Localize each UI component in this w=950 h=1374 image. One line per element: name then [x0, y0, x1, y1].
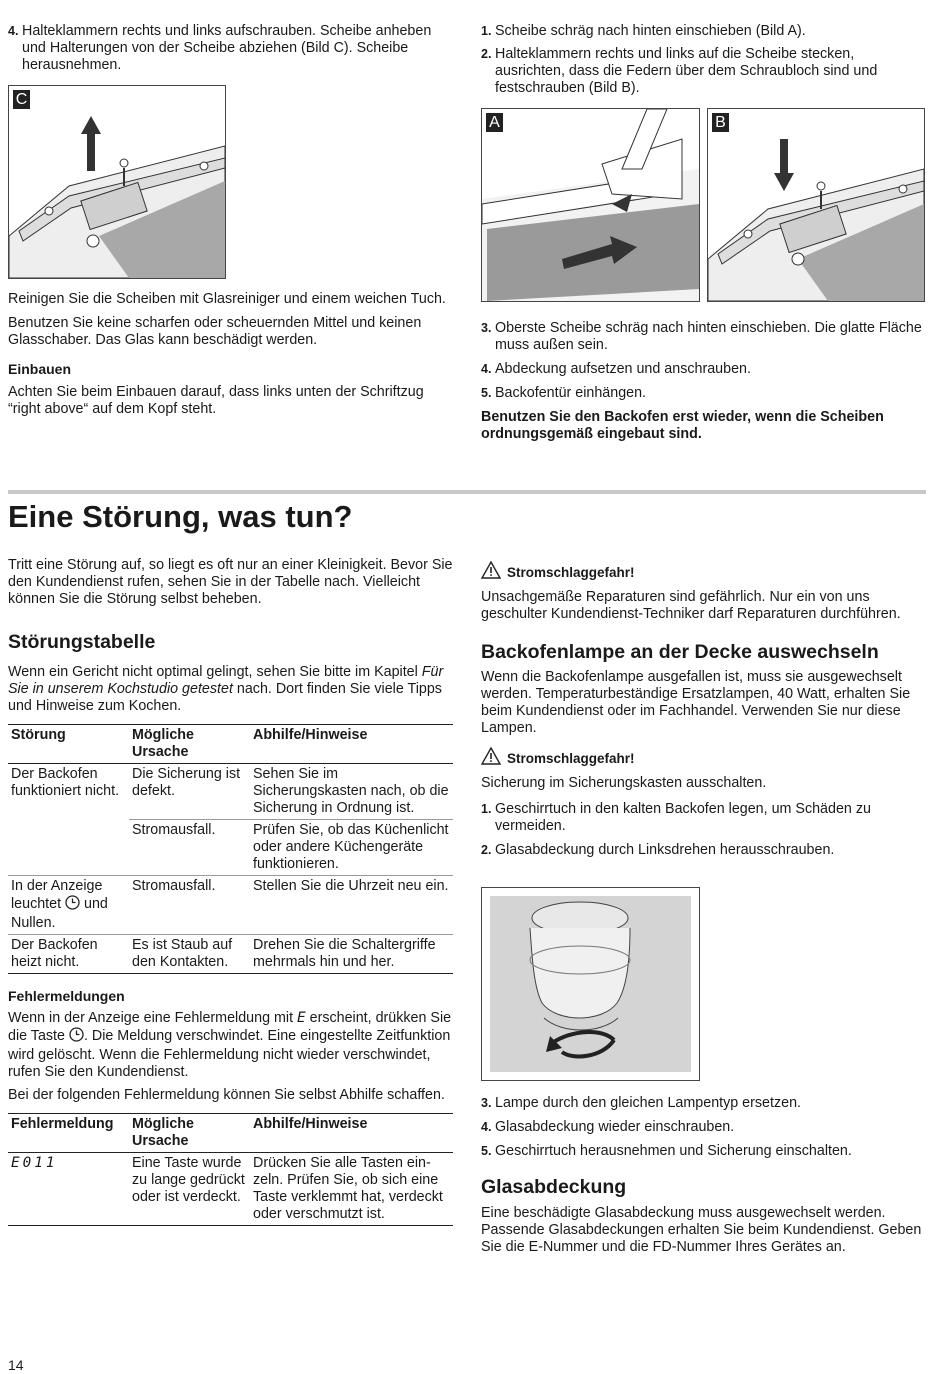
remedy-cell: Drehen Sie die Schaltergriffe mehrmals hin und her.: [253, 937, 436, 970]
figure-label: B: [712, 113, 729, 132]
cause-cell: Die Sicherung ist defekt.: [132, 766, 241, 799]
warning-label: Stromschlaggefahr!: [507, 750, 635, 766]
step-item: [481, 320, 926, 354]
page-number: 14: [8, 1357, 24, 1373]
einbauen-heading: Einbauen: [8, 361, 72, 377]
step-text: Glasabdeckung durch Linksdrehen herausschrauben.: [495, 842, 835, 858]
step-number: 4.: [8, 24, 19, 38]
lamp-figure: [481, 887, 700, 1081]
right-column: [481, 561, 926, 859]
figure-a-illustration: [482, 109, 699, 301]
step-item: [481, 385, 926, 402]
step-item: [481, 361, 926, 378]
error-code: E011: [11, 1155, 58, 1171]
step-number: 2.: [481, 843, 492, 857]
fault-cell: Der Backofen heizt nicht.: [11, 937, 98, 970]
figure-a: [481, 108, 700, 302]
clock-icon: [69, 1027, 84, 1047]
remedy-cell: Prüfen Sie, ob das Küchenlicht oder andere Küchengeräte funktionieren.: [250, 820, 453, 876]
column-header: Fehlermeldung: [11, 1116, 114, 1132]
step-number: 3.: [481, 321, 492, 335]
step-4-remove: [8, 23, 453, 74]
section-divider: [8, 490, 926, 494]
figure-c-illustration: [9, 86, 225, 278]
text: Wenn in der Anzeige eine Fehlermeldung mit: [8, 1010, 298, 1026]
column-header: Abhilfe/Hinweise: [253, 727, 368, 743]
left-column: [8, 557, 453, 1226]
figure-c: [8, 85, 226, 279]
table-row: [8, 935, 453, 974]
step-item: [481, 1095, 926, 1112]
step-text: Glasabdeckung wieder einschrauben.: [495, 1119, 735, 1135]
column-header: Störung: [11, 727, 66, 743]
cause-cell: Stromausfall.: [129, 820, 250, 876]
step-text: Abdeckung aufsetzen und anschrauben.: [495, 361, 751, 377]
warning-text: Sicherung im Sicherungskasten ausschalten.: [481, 775, 767, 791]
step-number: 4.: [481, 1120, 492, 1134]
warning-label: Stromschlaggefahr!: [507, 564, 635, 580]
table-heading: Störungstabelle: [8, 631, 156, 653]
step-number: 1.: [481, 24, 492, 38]
figure-label: A: [486, 113, 503, 132]
lamp-illustration: [482, 888, 699, 1080]
glass-cover-heading: Glasabdeckung: [481, 1176, 627, 1198]
step-number: 5.: [481, 386, 492, 400]
text: nach. Dort finden Sie viele Tipps und Hinweise zum Kochen.: [8, 681, 442, 714]
text: erscheint, drükken Sie die Taste: [8, 1010, 452, 1044]
text: . Die Meldung verschwindet. Eine eingestellte Zeitfunktion wird gelöscht. Wenn die Fehlermeldung nicht wieder verschwindet, rufen Sie den Kundendienst.: [8, 1028, 451, 1080]
column-header: Abhilfe/Hinweise: [253, 1116, 368, 1132]
step-text: Scheibe schräg nach hinten einschieben (Bild A).: [495, 23, 806, 39]
warning-triangle-icon: [481, 561, 501, 583]
step-text: Geschirrtuch herausnehmen und Sicherung einschalten.: [495, 1143, 852, 1159]
step-item: [481, 1119, 926, 1136]
figure-b-illustration: [708, 109, 924, 301]
step-text: Oberste Scheibe schräg nach hinten einschieben. Die glatte Fläche muss außen sein.: [495, 320, 922, 353]
column-header: Mögliche Ursache: [132, 727, 194, 760]
text: Wenn ein Gericht nicht optimal gelingt, sehen Sie bitte im Kapitel: [8, 664, 422, 680]
error-code-cell: [8, 1153, 129, 1226]
table-row: [8, 876, 453, 935]
table-header-row: [8, 1114, 453, 1153]
step-number: 1.: [481, 802, 492, 816]
step-text: Geschirrtuch in den kalten Backofen legen, um Schäden zu vermeiden.: [495, 801, 871, 834]
lamp-text: Wenn die Backofenlampe ausgefallen ist, muss sie ausgewechselt werden. Temperaturbeständige Ersatzlampen, 40 Watt, erhalten Sie beim Kundendienst oder im Fachhandel. Verwenden Sie nur diese Lampen.: [481, 669, 911, 736]
step-item: [481, 842, 926, 859]
remedy-cell: Stellen Sie die Uhrzeit neu ein.: [253, 878, 449, 894]
cause-cell: Es ist Staub auf den Kontakten.: [132, 937, 233, 970]
step-number: 5.: [481, 1144, 492, 1158]
electric-shock-warning: [481, 561, 926, 583]
top-right-column: [481, 23, 926, 97]
warning-triangle-icon: [481, 747, 501, 769]
warning-text: Unsachgemäße Reparaturen sind gefährlich. Nur ein von uns geschulter Kundendienst-Techniker darf Reparaturen durchführen.: [481, 589, 901, 622]
figure-b: [707, 108, 925, 302]
lamp-steps-continued: [481, 1095, 926, 1256]
error-self-help-text: Bei der folgenden Fehlermeldung können Sie selbst Abhilfe schaffen.: [8, 1087, 445, 1103]
step-item: [481, 801, 926, 835]
step-text: Halteklammern rechts und links aufschrauben. Scheibe anheben und Halterungen von der Scheibe abziehen (Bild C). Scheibe herausnehmen.: [22, 23, 432, 73]
section-title: Eine Störung, was tun?: [8, 499, 353, 534]
step-number: 3.: [481, 1096, 492, 1110]
cleaning-notes: [8, 291, 453, 418]
chapter-reference: Für Sie in unserem Kochstudio getestet: [8, 664, 444, 697]
step-number: 4.: [481, 362, 492, 376]
step-text: Lampe durch den gleichen Lampentyp ersetzen.: [495, 1095, 801, 1111]
table-intro: [8, 664, 453, 715]
fault-table: [8, 724, 453, 974]
step-item: [481, 23, 926, 40]
table-row: [8, 1153, 453, 1226]
lamp-heading: Backofenlampe an der Decke auswechseln: [481, 641, 879, 663]
text: In der Anzeige leuchtet: [11, 878, 103, 912]
error-code-table: [8, 1113, 453, 1226]
figure-label: C: [13, 90, 30, 109]
electric-shock-warning: [481, 747, 926, 769]
einbauen-text: Achten Sie beim Einbauen darauf, dass links unten der Schriftzug “right above“ auf dem Kopf steht.: [8, 384, 424, 417]
cleaning-text: Reinigen Sie die Scheiben mit Glasreiniger und einem weichen Tuch.: [8, 291, 446, 307]
text: und Nullen.: [11, 896, 108, 931]
reassembly-steps: [481, 320, 926, 443]
error-symbol: E: [297, 1010, 306, 1026]
step-number: 2.: [481, 47, 492, 61]
step-text: Backofentür einhängen.: [495, 385, 647, 401]
step-item: [481, 46, 926, 97]
caution-text: Benutzen Sie keine scharfen oder scheuernden Mittel und keinen Glasschaber. Das Glas kann beschädigt werden.: [8, 315, 422, 348]
table-row: [8, 764, 453, 820]
top-left-column: [8, 23, 453, 74]
fault-cell: Der Backofen funktioniert nicht.: [11, 766, 120, 799]
remedy-cell: Drücken Sie alle Tasten einzeln. Prüfen Sie, ob sich eine Taste verklemmt hat, verdeckt oder verschmutzt ist.: [253, 1155, 443, 1222]
fault-cell: [8, 876, 129, 935]
cause-cell: Stromausfall.: [132, 878, 216, 894]
error-messages-heading: Fehlermeldungen: [8, 988, 125, 1004]
column-header: Mögliche Ursache: [132, 1116, 194, 1149]
table-header-row: [8, 725, 453, 764]
remedy-cell: Sehen Sie im Sicherungskasten nach, ob die Sicherung in Ordnung ist.: [253, 766, 449, 816]
step-item: [481, 1143, 926, 1160]
error-messages-text: [8, 1010, 453, 1081]
intro-text: Tritt eine Störung auf, so liegt es oft nur an einer Kleinigkeit. Bevor Sie den Kundendienst rufen, sehen Sie in der Tabelle nach. Vielleicht können Sie die Störung selbst beheben.: [8, 557, 453, 607]
step-text: Halteklammern rechts und links auf die Scheibe stecken, ausrichten, dass die Federn über dem Schraubloch sind und festschrauben (Bild B).: [495, 46, 878, 96]
glass-cover-text: Eine beschädigte Glasabdeckung muss ausgewechselt werden. Passende Glasabdeckungen erhalten Sie beim Kundendienst. Geben Sie die E-Nummer und die FD-Nummer Ihres Gerätes an.: [481, 1205, 922, 1255]
bold-note: Benutzen Sie den Backofen erst wieder, wenn die Scheiben ordnungsgemäß eingebaut sind.: [481, 409, 884, 442]
clock-icon: [65, 895, 80, 915]
cause-cell: Eine Taste wurde zu lange gedrückt oder ist verdeckt.: [132, 1155, 245, 1205]
